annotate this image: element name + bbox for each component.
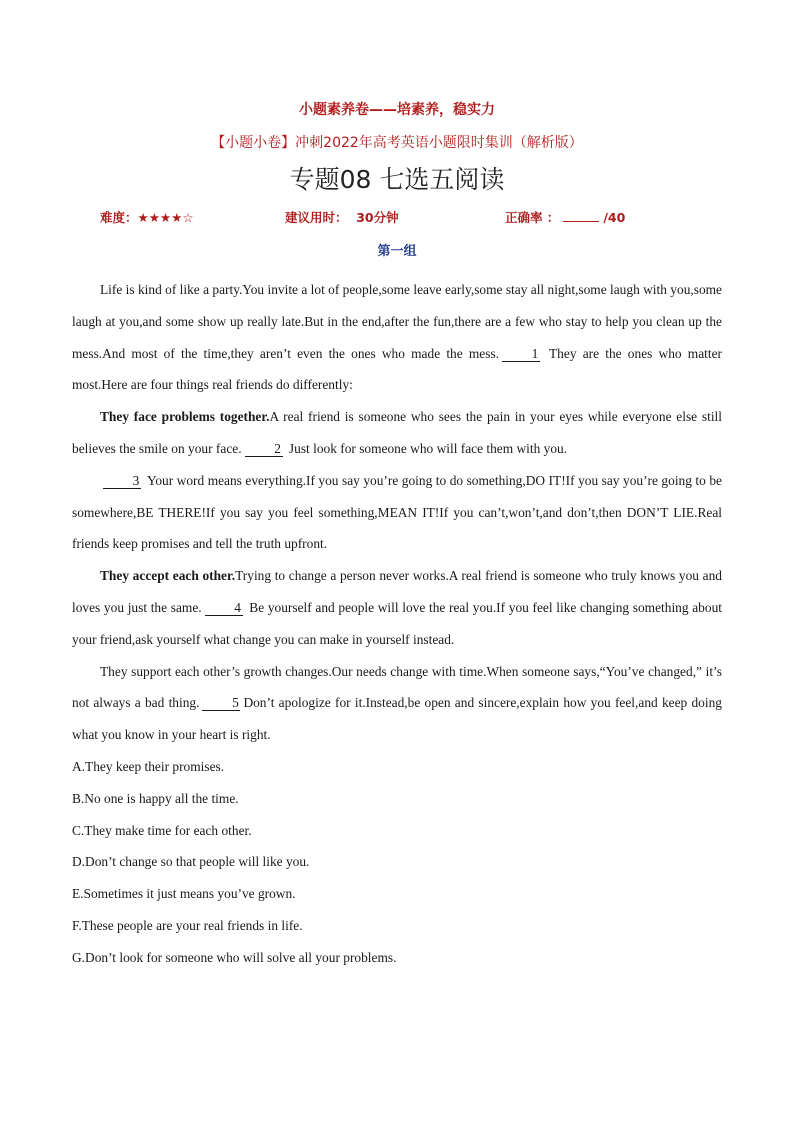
paragraph-text: Life is kind of like a party.You invite a lot of people,some leave early,some stay all night,some laugh with you,some laugh at you,and some show up really late.But in the end,after the fun,there are a few who stay to help you clean up the mess.And most of the time,they aren’t even the ones who made the mess. <box>72 282 722 361</box>
paragraph-3 <box>72 465 722 560</box>
paragraph-1 <box>72 274 722 401</box>
paragraph-5 <box>72 656 722 751</box>
answer-blank-2: 2 <box>245 441 283 457</box>
option-b: B.No one is happy all the time. <box>72 790 239 806</box>
paragraph-text: Don’t apologize for it.Instead,be open and sincere,explain how you feel,and keep doing what you know in your heart is right. <box>72 695 722 743</box>
answer-blank-3: 3 <box>103 473 141 489</box>
paragraph-4 <box>72 560 722 655</box>
answer-blank-5: 5 <box>202 695 240 711</box>
time-info <box>285 208 399 226</box>
collection-subtitle: 【小题小卷】冲刺2022年高考英语小题限时集训（解析版） <box>211 135 583 151</box>
accuracy-info <box>505 208 625 226</box>
option-f: F.These people are your real friends in life. <box>72 917 303 933</box>
group-heading: 第一组 <box>377 244 417 259</box>
difficulty-label: 难度： <box>100 210 138 225</box>
paragraph-text: Your word means everything.If you say you’re going to do something,DO IT!If you say you’re going to be somewhere,BE THERE!If you say you feel something,MEAN IT!If you can’t,won’t,and don’t,then DON’T LIE.Real friends keep promises and tell the truth upfront. <box>72 472 722 552</box>
difficulty-info <box>100 208 194 226</box>
passage <box>72 274 722 974</box>
paragraph-text: They are the ones who matter most.Here are four things real friends do differently: <box>72 345 723 393</box>
paragraph-heading: They face problems together. <box>100 409 270 425</box>
paragraph-text: Just look for someone who will face them with you. <box>288 440 568 456</box>
paragraph-text: Be yourself and people will love the real you.If you feel like changing something about your friend,ask yourself what change you can make in yourself instead. <box>72 599 722 647</box>
time-value: 30分钟 <box>356 210 399 225</box>
answer-blank-4: 4 <box>205 600 243 616</box>
paragraph-text: They support each other’s growth changes.Our needs change with time.When someone says,“You’ve changed,” it’s not always a bad thing. <box>72 663 722 711</box>
time-label: 建议用时： <box>285 210 348 225</box>
accuracy-label: 正确率 ： <box>505 210 560 225</box>
paragraph-text: A real friend is someone who sees the pain in your eyes while everyone else still believes the smile on your face. <box>72 409 722 456</box>
paragraph-text: Trying to change a person never works.A real friend is someone who truly knows you and loves you just the same. <box>72 568 722 615</box>
accuracy-total: /40 <box>603 210 626 225</box>
option-c: C.They make time for each other. <box>72 822 252 838</box>
option-e: E.Sometimes it just means you’ve grown. <box>72 886 296 902</box>
difficulty-stars: ★★★★☆ <box>137 210 194 225</box>
paragraph-heading: They accept each other. <box>100 568 236 584</box>
answer-blank-1: 1 <box>502 346 540 362</box>
series-title: 小题素养卷——培素养，稳实力 <box>299 102 495 118</box>
accuracy-blank <box>563 209 599 222</box>
option-d: D.Don’t change so that people will like you. <box>72 854 310 870</box>
paragraph-2 <box>72 401 722 465</box>
option-g: G.Don’t look for someone who will solve all your problems. <box>72 949 397 965</box>
page-title: 专题08 七选五阅读 <box>289 165 505 194</box>
option-a: A.They keep their promises. <box>72 758 225 774</box>
